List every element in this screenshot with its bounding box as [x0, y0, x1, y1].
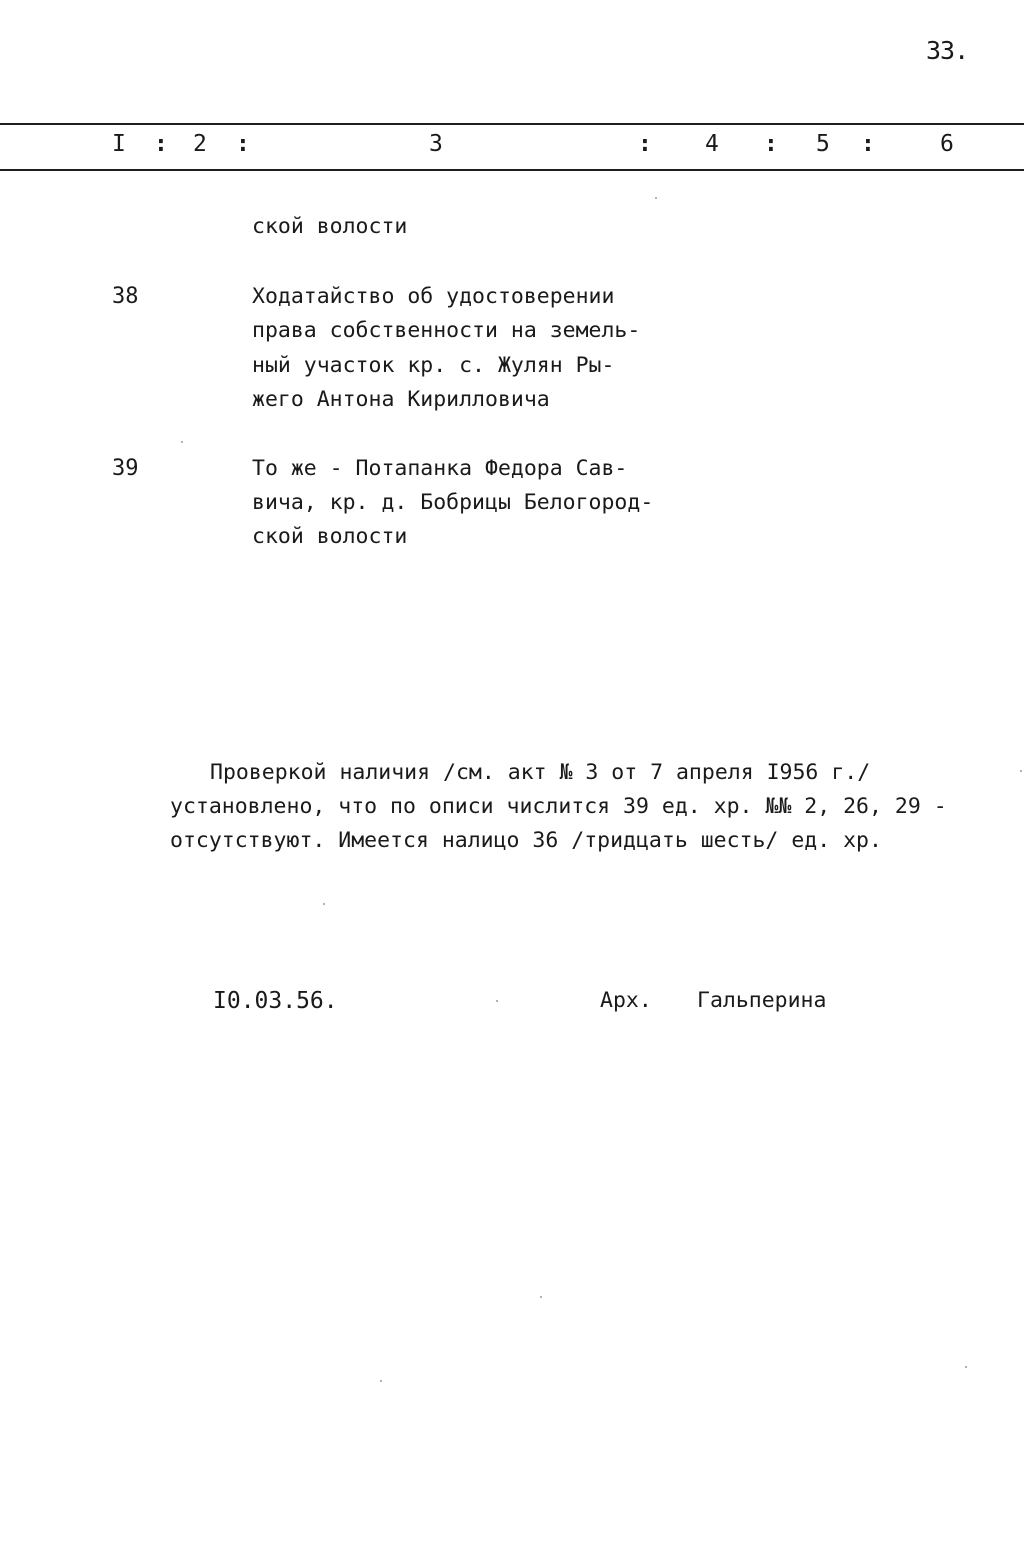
column-header-3: 3	[429, 131, 443, 157]
column-header-1: I	[112, 131, 126, 157]
scan-speck	[181, 441, 183, 443]
entry-text-line: Ходатайство об удостоверении	[252, 284, 615, 309]
column-header-6: 6	[940, 131, 954, 157]
scan-speck	[496, 1000, 498, 1002]
column-header-2: 2	[193, 131, 207, 157]
column-separator: :	[861, 131, 875, 157]
column-separator: :	[236, 131, 250, 157]
entry-text-line: То же - Потапанка Федора Сав-	[252, 456, 628, 481]
column-separator: :	[638, 131, 652, 157]
column-separator: :	[154, 131, 168, 157]
scan-speck	[1020, 770, 1022, 772]
table-header-top-rule	[0, 123, 1024, 125]
scan-speck	[965, 1366, 967, 1368]
column-separator: :	[764, 131, 778, 157]
table-header-row	[0, 131, 1024, 163]
scan-speck	[323, 903, 325, 905]
note-line: Проверкой наличия /см. акт № 3 от 7 апреля I956 г./	[210, 760, 871, 785]
signature-title: Арх.	[600, 988, 652, 1013]
entry-number: 38	[112, 284, 139, 309]
scan-speck	[655, 197, 657, 199]
note-line: отсутствуют. Имеется налицо 36 /тридцать шесть/ ед. хр.	[170, 828, 882, 853]
entry-text-line: ской волости	[252, 524, 408, 549]
entry-text-line: ской волости	[252, 214, 408, 239]
signature-name: Гальперина	[697, 988, 827, 1013]
entry-text-line: вича, кр. д. Бобрицы Белогород-	[252, 490, 654, 515]
column-header-5: 5	[816, 131, 830, 157]
column-header-4: 4	[705, 131, 719, 157]
scan-speck	[380, 1380, 382, 1382]
table-header-bottom-rule	[0, 169, 1024, 171]
entry-text-line: права собственности на земель-	[252, 318, 641, 343]
entry-number: 39	[112, 456, 139, 481]
signature-date: I0.03.56.	[213, 988, 338, 1014]
page-number: 33.	[926, 36, 969, 65]
entry-text-line: ный участок кр. с. Жулян Ры-	[252, 353, 615, 378]
entry-text-line: жего Антона Кирилловича	[252, 387, 550, 412]
note-line: установлено, что по описи числится 39 ед. хр. №№ 2, 26, 29 -	[170, 794, 947, 819]
scan-speck	[540, 1296, 542, 1298]
